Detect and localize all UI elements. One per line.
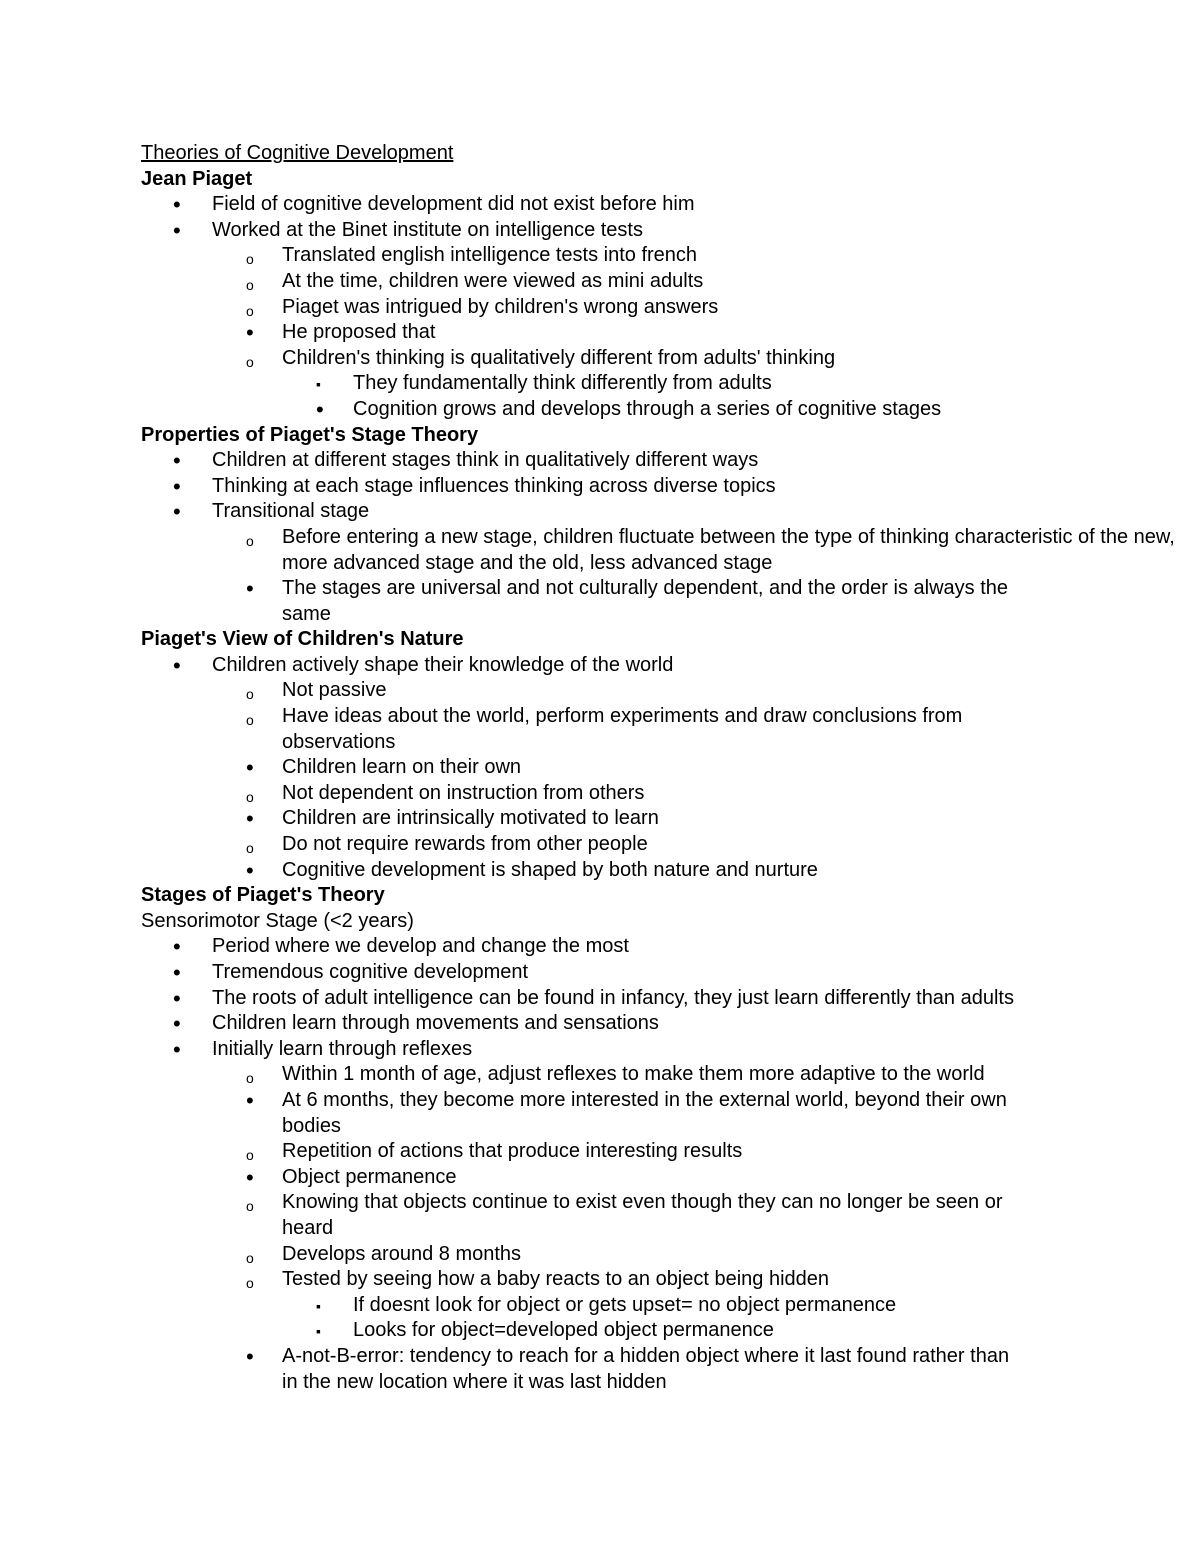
section-heading-jean-piaget: Jean Piaget bbox=[141, 167, 253, 190]
bullet-circle-icon bbox=[246, 525, 254, 552]
list-item: • Field of cognitive development did not exist before him bbox=[141, 192, 1071, 218]
section-heading-childrens-nature: Piaget's View of Children's Nature bbox=[141, 628, 464, 651]
list-item: • Children are intrinsically motivated to learn bbox=[141, 806, 1071, 832]
bullet-circle-icon bbox=[246, 781, 254, 808]
list-item: ▪ If doesnt look for object or gets upset= no object permanence bbox=[141, 1293, 1071, 1319]
list-item: • Children at different stages think in qualitatively different ways bbox=[141, 448, 1071, 474]
bullet-dot-icon bbox=[173, 448, 181, 476]
bullet-dot-icon bbox=[246, 858, 254, 886]
list-item: • Children learn through movements and sensations bbox=[141, 1011, 1071, 1037]
bullet-dot-icon bbox=[246, 755, 254, 783]
list-item: o Tested by seeing how a baby reacts to an object being hidden bbox=[141, 1267, 1071, 1293]
bullet-dot-icon bbox=[173, 986, 181, 1014]
list-item: o Not passive bbox=[141, 678, 1071, 704]
bullet-dot-icon bbox=[173, 934, 181, 962]
bullet-dot-icon bbox=[173, 960, 181, 988]
bullet-dot-icon bbox=[246, 576, 254, 604]
list-item: • Period where we develop and change the most bbox=[141, 934, 1071, 960]
list-item: o Repetition of actions that produce interesting results bbox=[141, 1139, 1071, 1165]
list-item: • Cognition grows and develops through a series of cognitive stages bbox=[141, 397, 1071, 423]
list-item: • Children learn on their own bbox=[141, 755, 1071, 781]
bullet-circle-icon bbox=[246, 1267, 254, 1294]
list-item: • Thinking at each stage influences thinking across diverse topics bbox=[141, 474, 1071, 500]
list-item: • Initially learn through reflexes bbox=[141, 1037, 1071, 1063]
list-item: • Transitional stage bbox=[141, 499, 1071, 525]
list-item: • Cognitive development is shaped by both nature and nurture bbox=[141, 858, 1071, 884]
bullet-dot-icon bbox=[246, 1165, 254, 1193]
bullet-dot-icon bbox=[173, 474, 181, 502]
bullet-dot-icon bbox=[246, 806, 254, 834]
bullet-dot-icon bbox=[173, 192, 181, 220]
list-item: o Translated english intelligence tests into french bbox=[141, 243, 1071, 269]
bullet-square-icon bbox=[316, 1293, 321, 1320]
bullet-dot-icon bbox=[173, 499, 181, 527]
list-item: o Children's thinking is qualitatively different from adults' thinking bbox=[141, 346, 1071, 372]
bullet-circle-icon bbox=[246, 678, 254, 705]
bullet-dot-icon bbox=[246, 320, 254, 348]
list-item: ▪ They fundamentally think differently from adults bbox=[141, 371, 1071, 397]
list-item: • A-not-B-error: tendency to reach for a hidden object where it last found rather than in the new location where it was last hidden bbox=[141, 1344, 1022, 1395]
bullet-circle-icon bbox=[246, 832, 254, 859]
list-item: o Have ideas about the world, perform experiments and draw conclusions from observations bbox=[141, 704, 1032, 755]
bullet-circle-icon bbox=[246, 1062, 254, 1089]
list-item: o Do not require rewards from other people bbox=[141, 832, 1071, 858]
bullet-square-icon bbox=[316, 371, 321, 398]
bullet-square-icon bbox=[316, 1318, 321, 1345]
bullet-dot-icon bbox=[173, 218, 181, 246]
list-item: • Object permanence bbox=[141, 1165, 1071, 1191]
list-item: • Children actively shape their knowledge of the world bbox=[141, 653, 1071, 679]
list-item: • At 6 months, they become more interested in the external world, beyond their own bodies bbox=[141, 1088, 1022, 1139]
list-item: • Tremendous cognitive development bbox=[141, 960, 1071, 986]
bullet-circle-icon bbox=[246, 295, 254, 322]
bullet-circle-icon bbox=[246, 269, 254, 296]
bullet-dot-icon bbox=[316, 397, 324, 425]
list-item: • The roots of adult intelligence can be found in infancy, they just learn differently than adults bbox=[141, 986, 1018, 1012]
section-heading-properties: Properties of Piaget's Stage Theory bbox=[141, 423, 479, 446]
bullet-dot-icon bbox=[246, 1088, 254, 1116]
document-title: Theories of Cognitive Development bbox=[141, 142, 454, 164]
bullet-dot-icon bbox=[173, 1037, 181, 1065]
bullet-circle-icon bbox=[246, 346, 254, 373]
list-item: o Develops around 8 months bbox=[141, 1242, 1071, 1268]
list-item: o Within 1 month of age, adjust reflexes to make them more adaptive to the world bbox=[141, 1062, 1200, 1088]
bullet-dot-icon bbox=[173, 1011, 181, 1039]
list-item: • He proposed that bbox=[141, 320, 1071, 346]
bullet-dot-icon bbox=[173, 653, 181, 681]
list-item: o At the time, children were viewed as mini adults bbox=[141, 269, 1071, 295]
list-item: o Knowing that objects continue to exist even though they can no longer be seen or heard bbox=[141, 1190, 1042, 1241]
list-item: • Worked at the Binet institute on intelligence tests bbox=[141, 218, 1071, 244]
list-item: ▪ Looks for object=developed object permanence bbox=[141, 1318, 1071, 1344]
bullet-circle-icon bbox=[246, 1139, 254, 1166]
bullet-circle-icon bbox=[246, 1190, 254, 1217]
bullet-dot-icon bbox=[246, 1344, 254, 1372]
list-item: o Before entering a new stage, children fluctuate between the type of thinking characteristic of the new, more advanced stage and the old, less advanced stage bbox=[141, 525, 1196, 576]
bullet-circle-icon bbox=[246, 243, 254, 270]
section-heading-stages: Stages of Piaget's Theory bbox=[141, 884, 385, 907]
bullet-circle-icon bbox=[246, 704, 254, 731]
list-item: • The stages are universal and not culturally dependent, and the order is always the same bbox=[141, 576, 1036, 627]
subheading-sensorimotor-stage: Sensorimotor Stage (<2 years) bbox=[141, 909, 414, 932]
document-body bbox=[141, 141, 1175, 1395]
bullet-circle-icon bbox=[246, 1242, 254, 1269]
list-item: o Piaget was intrigued by children's wrong answers bbox=[141, 295, 1071, 321]
list-item: o Not dependent on instruction from others bbox=[141, 781, 1071, 807]
